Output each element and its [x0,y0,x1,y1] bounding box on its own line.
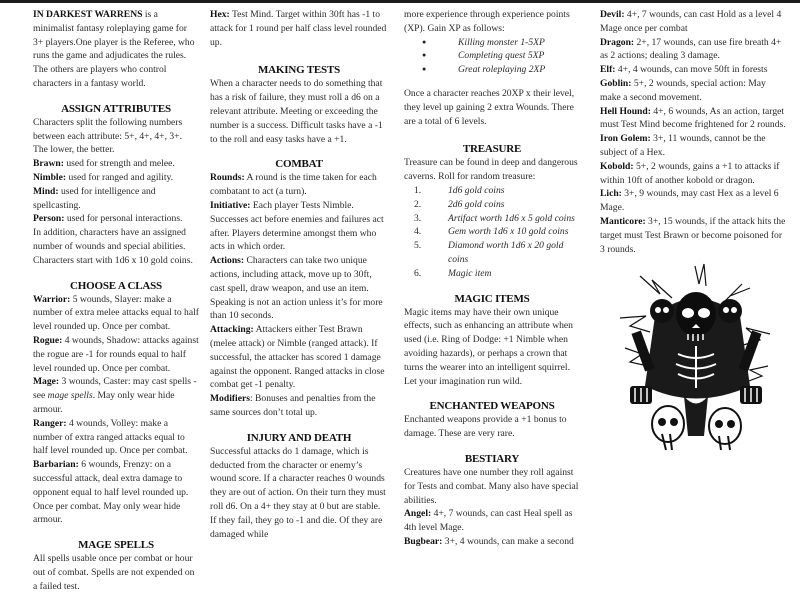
creature-item: Bugbear: 3+, 4 wounds, can make a second [404,535,574,547]
column-3 [404,8,580,547]
heading-enchanted-weapons: ENCHANTED WEAPONS [429,400,555,413]
attribute-item: Person: used for personal interactions. [33,213,183,225]
class-item: Warrior: 5 wounds, Slayer: make a number of extra melee attacks equal to half level rounded up. Once per combat. [33,293,199,333]
treasure-item: 2. 2d6 gold coins [414,198,505,210]
treasure-item: 1. 1d6 gold coins [414,184,505,196]
game-title: IN DARKEST WARRENS [33,9,143,20]
treasure-item: 4. Gem worth 1d6 x 10 gold coins [414,226,569,238]
skeleton-throne-illustration [600,236,790,450]
xp-item: ● Great roleplaying 2XP [422,63,580,77]
creature-item: Kobold: 5+, 2 wounds, gains a +1 to attacks if within 10ft of another kobold or dragon. [600,160,780,186]
heading-magic-items: MAGIC ITEMS [454,292,530,305]
column-4 [600,8,788,255]
treasure-list [404,184,580,281]
class-item: Rogue: 4 wounds, Shadow: attacks against the rogue are -1 for rounds equal to half level rounded up. Once per combat. [33,334,199,374]
xp-list [404,36,580,77]
creature-item: Dragon: 2+, 17 wounds, can use fire breath 4+ as 2 actions; dealing 3 damage. [600,36,782,62]
combat-item: Actions: Characters can take two unique actions, including attack, move up to 30ft, cast spell, draw weapon, and use an item. Speaking is not an action unless it’s for more than 10 seconds. [210,255,383,322]
spell-hex: Hex: Test Mind. Target within 30ft has -1 to attack for 1 round per half class level rounded up. [210,9,387,48]
creature-item: Angel: 4+, 7 wounds, can cast Heal spell as 4th level Mage. [404,508,573,534]
class-item: Mage: 3 wounds, Caster: may cast spells - see mage spells. May only wear hide armour. [33,376,197,415]
combat-item: Rounds: A round is the time taken for each combatant to act (a turn). [210,172,377,198]
class-item: Ranger: 4 wounds, Volley: make a number of extra ranged attacks equal to half level rounded up. Once per combat. [33,417,188,457]
injury-death-text: Successful attacks do 1 damage, which is deducted from the character or enemy’s wound score. If a character reaches 0 wounds they are out of action. On their turn they must roll d6. On a 4+ they stay at 0 but are stable. If they fail, they go to -1 and die. Of they are damaged while [210,445,386,540]
attributes-footer: In addition, characters have an assigned number of wounds and special abilities. Characters start with 1d6 x 10 gold coins. [33,227,193,266]
intro-paragraph: IN DARKEST WARRENS is a minimalist fantasy roleplaying game for 3+ players.One player is the Referee, who runs the game and adjudicates the rules. The others are players who control characters in a fantasy world. [33,9,195,89]
heading-choose-class: CHOOSE A CLASS [70,279,162,292]
attribute-item: Brawn: used for strength and melee. [33,158,175,170]
treasure-item: 3. Artifact worth 1d6 x 5 gold coins [414,212,575,224]
heading-assign-attributes: ASSIGN ATTRIBUTES [61,102,171,115]
combat-item: Initiative: Each player Tests Nimble. Successes act before enemies and failures act after. Players determine amongst them who acts in which order. [210,199,384,253]
treasure-text: Treasure can be found in deep and dangerous caverns. Roll for random treasure: [404,157,578,183]
heading-mage-spells: MAGE SPELLS [78,539,154,552]
enchanted-weapons-text: Enchanted weapons provide a +1 bonus to damage. These are very rare. [404,414,567,440]
column-2 [210,8,388,540]
xp-item: ● Killing monster 1-5XP [422,36,580,50]
magic-items-text: Magic items may have their own unique effects, such as enhancing an attribute when used (i.e. Ring of Dodge: +1 Nimble when avoiding hazards), or perhaps a crown that turns the wearer into an intelligent squirrel. Let your imagination run wild. [404,306,573,387]
attribute-item: Mind: used for intelligence and spellcasting. [33,185,156,211]
treasure-item: 5. Diamond worth 1d6 x 20 gold coins [414,240,564,265]
creature-item: Hell Hound: 4+, 6 wounds, As an action, target must Test Mind become frightened for 2 rounds. [600,105,786,131]
column-1 [33,8,199,592]
attribute-item: Nimble: used for ranged and agility. [33,171,174,183]
treasure-item: 6. Magic item [414,267,492,279]
attributes-text: Characters split the following numbers between each attribute: 5+, 4+, 4+, 3+. The lower, the better. [33,116,183,156]
mage-spells-text: All spells usable once per combat or hour out of combat. Spells are not expended on a failed test. [33,553,195,592]
top-border [0,0,800,3]
heading-injury-death: INJURY AND DEATH [246,431,352,444]
creature-item: Elf: 4+, 4 wounds, can move 50ft in forests [600,64,768,76]
experience-footer: Once a character reaches 20XP x their level, they level up gaining 2 extra Wounds. There are a total of 6 levels. [404,87,575,127]
creature-item: Lich: 3+, 9 wounds, may cast Hex as a level 6 Mage. [600,188,779,214]
creature-item: Devil: 4+, 7 wounds, can cast Hold as a level 4 Mage once per combat [600,9,782,34]
heading-treasure: TREASURE [462,143,522,156]
bestiary-text: Creatures have one number they roll against for Tests and combat. Many also have special abilities. [404,466,579,506]
creature-item: Manticore: 3+, 15 wounds, if the attack hits the target must Test Brawn or become poisoned for 3 rounds. [600,215,786,255]
combat-item: Attacking: Attackers either Test Brawn (melee attack) or Nimble (ranged attack). If successful, the attacker has scored 1 damage against the opponent. Ranged attacks in close combat get -1 penalty. [210,324,385,391]
xp-item: ● Completing quest 5XP [422,49,580,63]
heading-bestiary: BESTIARY [464,452,520,465]
combat-item: Modifiers: Bonuses and penalties from the same sources don’t total up. [210,393,376,418]
creature-item: Goblin: 5+, 2 wounds, special action: May make a second movement. [600,77,766,103]
heading-making-tests: MAKING TESTS [257,64,341,77]
creature-item: Iron Golem: 3+, 11 wounds, cannot be the subject of a Hex. [600,133,766,158]
class-item: Barbarian: 6 wounds, Frenzy: on a successful attack, deal extra damage to opponent equal to half level rounded up. Once per combat. May only wear hide armour. [33,459,189,526]
experience-text: more experience through experience points (XP). Gain XP as follows: [404,9,570,34]
heading-combat: COMBAT [275,158,323,171]
making-tests-text: When a character needs to do something that has a risk of failure, they must roll a d6 on a relevant attribute. Meeting or exceeding the number is a success. Difficult tasks have a -1 to the roll and easy tasks have a +1. [210,78,383,145]
